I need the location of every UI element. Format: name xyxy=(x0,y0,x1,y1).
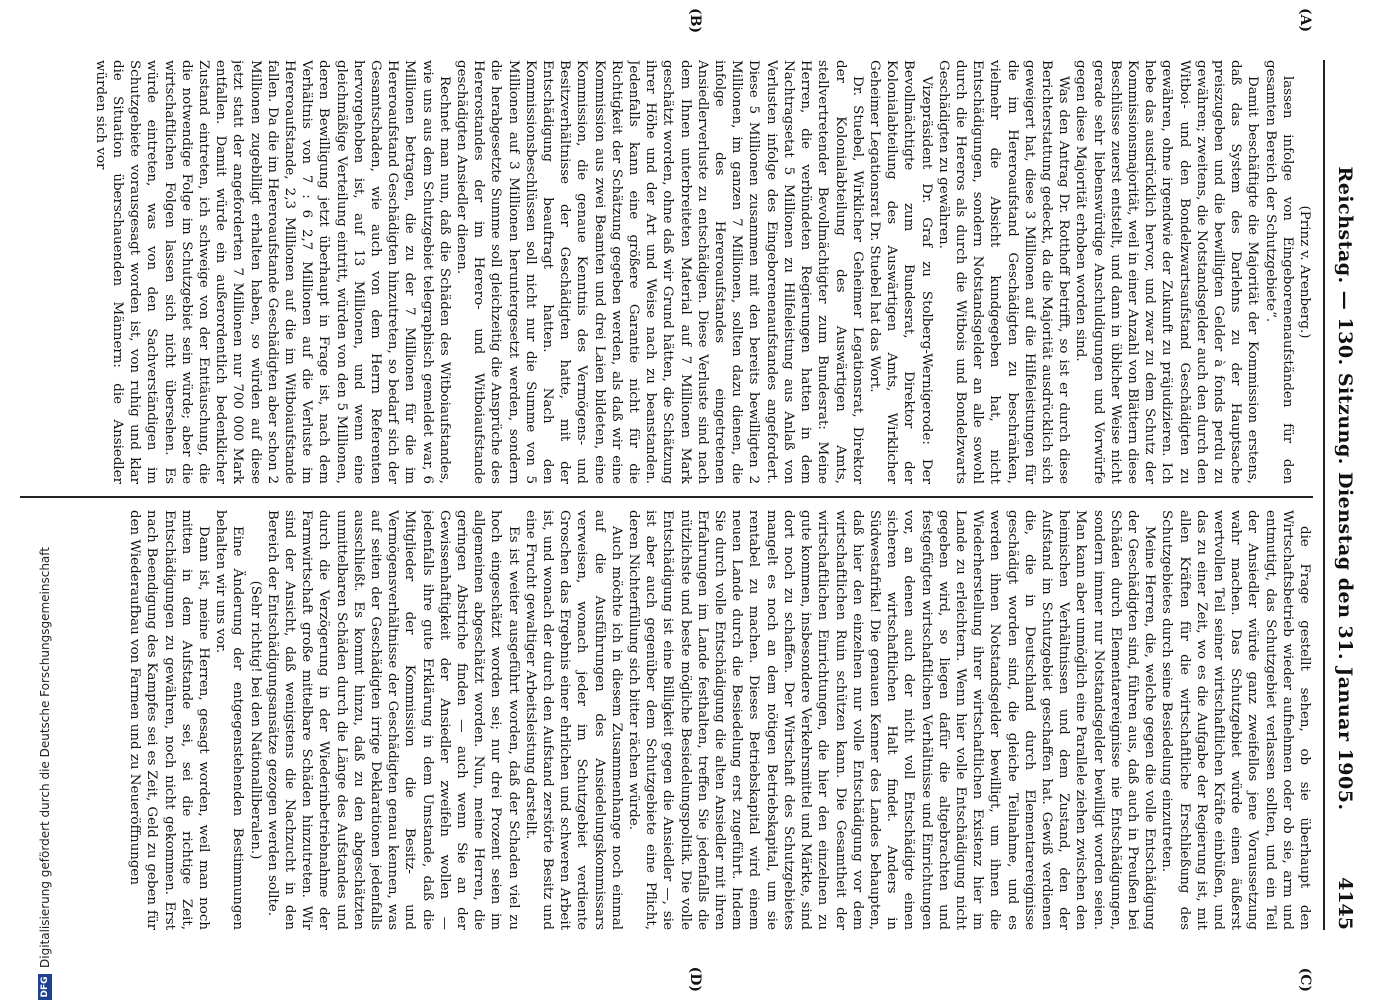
left-column-paragraph: Dr. Stuebel, Wirklicher Geheimer Legationsrat, Direktor der Kolonialabteilung des Auswärtigen Amts, stellvertretender Bevollmächtigter zum Bundesrat: Meine Herren, die verbündeten Regierungen hatten in dem Nachtragsetat 5 Millionen zu Hilfeleistung aus Anlaß von Verlusten infolge des Eingeborenenaufstandes angefordert. Diese 5 Millionen zusammen mit den bereits bewilligten 2 Millionen, im ganzen 7 Millionen, sollten dazu dienen, die infolge des Hereroaufstandes eingetretenen Ansiedlerverluste zu entschädigen. Diese Verluste sind nach dem Ihnen unterbreiteten Material auf 7 Millionen Mark geschätzt worden, ohne daß wir Grund hätten, die Schätzung ihrer Höhe und der Art und Weise nach zu beanstanden. Jedenfalls kann eine größere Garantie nicht für die Richtigkeit der Schätzung gegeben werden, als daß wir eine Kommission aus zwei Beamten und drei Laien bildeten, eine Kommission, die genaue Kenntnis des Vermögens- und Besitzverhältnisse der Geschädigten hatte, mit der Entschädigung beauftragt hatten. Nach den Kommissionsbeschlüssen soll nicht nur die Summe von 5 Millionen auf 3 Millionen heruntergesetzt werden, sondern die herabgesetzte Summe soll gleichzeitig die Ansprüche des Hererostandes der im Herero- und Witboiaufstande geschädigten Ansiedler dienen. xyxy=(454,60,865,484)
right-column-paragraph: Meine Herren, die, welche gegen die volle Entschädigung der Geschädigten sind, führen aus, daß auch in Preußen bei Schäden durch Elementarereignisse nie Entschädigungen, sondern immer nur Notstandsgelder bewilligt worden seien. Man kann aber unmöglich eine Parallele ziehen zwischen den heimischen Verhältnissen und dem Zustand, den der Aufstand im Schutzgebiet geschaffen hat. Gewiß verdienen die, die in Deutschland durch Elementarereignisse geschädigt worden sind, die gleiche Teilnahme, und es werden ihnen Notstandsgelder bewilligt, um ihnen die Wiederherstellung ihrer wirtschaftlichen Existenz hier im Lande zu erleichtern. Wenn hier volle Entschädigung nicht gegeben wird, so liegen dafür die altgebrachten und festgefügten wirtschaftlichen Verhältnisse und Einrichtungen vor, an denen auch der nicht voll Entschädigte einen sicheren wirtschaftlichen Halt findet. Anders in Südwestafrika! Die genauen Kenner des Landes behaupten, daß hier den einzelnen nur volle Entschädigung vor dem wirtschaftlichen Ruin schützen kann. Die Gesamtheit der wirtschaftlichen Einrichtungen, die hier den einzelnen zu gute kommen, insbesondere Verkehrsmittel und Märkte, sind dort noch zu schaffen. Der Wirtschaft des Schutzgebietes mangelt es noch an dem nötigen Betriebskapital, um sie rentabel zu machen. Dieses Betriebskapital wird einem neuen Lande durch die Besiedelung erst zugeführt. Indem Sie durch volle Entschädigung die alten Ansiedler mit ihren Erfahrungen im Lande festhalten, treffen Sie jedenfalls die nützlichste und beste mögliche Besiedelungspolitik. Die volle Entschädigung ist eine Billigkeit gegen die Ansiedler —, sie ist aber auch gegenüber dem Schutzgebiete eine Pflicht, deren Nichterfüllung sich bitter rächen würde. xyxy=(626,510,1158,930)
left-column-paragraph: Damit beschäftigte die Majorität der Kommission erstens, daß das System des Darlehns zu der Hauptsache preiszugeben und die bewilligten Gelder à fonds perdu zu gewähren; zweitens, die Notstandsgelder auch den durch den Witboi- und den Bondelzwartsaufstand Geschädigten zu gewähren, ohne irgendwie der Zukunft zu präjudizieren. Ich hebe das ausdrücklich hervor, und zwar zu dem Schutz der Kommissionsmajorität, weil in einer Anzahl von Blättern diese Beschlüsse zuerst entstellt, und dann in üblicher Weise nicht gerade sehr liebenswürdige Anschuldigungen und Vorwürfe gegen diese Majorität erhoben worden sind. xyxy=(1073,60,1261,484)
page-header xyxy=(1323,60,1365,930)
right-column-paragraph: Eine Änderung der entgegenstehenden Bestimmungen behalten wir uns vor. xyxy=(213,510,246,930)
left-column xyxy=(20,60,1313,484)
page-number: 4145 xyxy=(1334,877,1356,930)
left-column-paragraph: Vizepräsident Dr. Graf zu Stolberg-Wernigerode: Der Bevollmächtigte zum Bundesrat, Direktor der Kolonialabteilung des Auswärtigen Amts, Wirklicher Geheimer Legationsrat Dr. Stuebel hat das Wort. xyxy=(866,60,934,484)
margin-marker-c: (C) xyxy=(1297,967,1313,992)
right-column-paragraph: Dann ist, meine Herren, gesagt worden, weil man noch mitten in dem Aufstande sei, sei die richtige Zeit, Entschädigungen zu gewähren, noch nicht gekommen. Erst nach Beendigung des Kampfes sei es Zeit, Geld zu geben für den Wiederaufbau von Farmen und zu Neueröffnungen xyxy=(127,510,211,930)
dfg-logo-icon: DFG xyxy=(38,974,52,1000)
margin-marker-b: (B) xyxy=(687,8,703,34)
right-column-paragraph: (Sehr richtig! bei den Nationalliberalen.) xyxy=(247,580,263,860)
credit-text: Digitalisierung gefördert durch die Deutsche Forschungsgemeinschaft xyxy=(38,546,52,968)
right-column-paragraph: Es ist weiter ausgeführt worden, daß der Schaden viel zu hoch eingeschätzt worden sei; nur drei Prozent seien im allgemeinen abgeschätzt worden. Nun, meine Herren, die geringen Abstriche finden — auch wenn Sie an der Gewissenhaftigkeit der Ansiedler zweifeln wollen — jedenfalls ihre gute Erklärung in dem Umstande, daß die Mitglieder der Kommission die Besitz- und Vermögensverhältnisse der Geschädigten genau kennen, was auf seiten der Geschädigten irrige Deklarationen jedenfalls ausschließt. Es kommt hinzu, daß zu den abgeschätzten unmittelbaren Schäden durch die Länge des Aufstandes und durch die Verzögerung in der Wiederinbetriebnahme der Farmwirtschaft große mittelbare Schäden hinzutreten. Wir sind der Ansicht, daß wenigstens die Nachzucht in den Bereich der Entschädigungsansätze gezogen werden sollte. xyxy=(264,510,521,930)
header-title: Reichstag. — 130. Sitzung. Dienstag den 31. Januar 1905. xyxy=(1334,166,1356,811)
left-column-paragraph: (Prinz v. Arenberg.) xyxy=(1297,205,1312,339)
left-column-paragraph: lassen infolge von Eingeborenenaufständen für den gesamten Bereich der Schutzgebiete“. xyxy=(1262,60,1295,484)
right-column-paragraph: die Frage gestellt sehen, ob sie überhaupt den Wirtschaftsbetrieb wieder aufnehmen oder ob sie, arm und entmutigt, das Schutzgebiet verlassen sollten, und ein Teil der Ansiedler würde ganz zweifellos jene Voraussetzung wahr machen. Das Schutzgebiet würde einen äußerst wertvollen Teil seiner wirtschaftlichen Kräfte einbüßen, und das zu einer Zeit, wo es die Aufgabe der Regierung ist, mit allen Kräften für die wirtschaftliche Erschließung des Schutzgebietes durch seine Besiedelung einzutreten. xyxy=(1159,510,1312,930)
left-column-paragraph: Rechnet man nun, daß die Schäden des Witboiaufstandes, wie uns aus dem Schutzgebiet telegraphisch gemeldet war, 6 Millionen betragen, die zu der 7 Millionen für die im Hereroaufstand Geschädigten hinzutreten, so bedarf sich der Gesamtschaden, wie auch von dem Herrn Referenten hervorgehoben ist, auf 13 Millionen, und wenn eine gleichmäßige Verteilung eintritt, würden von den 5 Millionen, deren Bewilligung jetzt überhaupt in Frage ist, nach dem Verhältnis von 7 : 6 2,7 Millionen auf die Verluste im Hereroaufstande, 2,3 Millionen auf die im Witboiaufstande fallen. Da die im Hereroaufstande Geschädigten aber schon 2 Millionen zugebilligt erhalten haben, so würden auf diese jetzt statt der angeforderten 7 Millionen nur 700 000 Mark entfallen. Damit würde ein außerordentlich bedenklicher Zustand eintreten, ich schweige von der Enttäuschung, die die notwendige Folge im Schutzgebiet sein würde; aber die wirtschaftlichen Folgen lassen sich nicht übersehen. Es würde eintreten, was von den Sachverständigen im Schutzgebiete vorausgesagt worden ist, von ruhig und klar die Situation überschauenden Männern: die Ansiedler würden sich vor xyxy=(92,60,452,484)
margin-marker-a: (A) xyxy=(1297,8,1313,33)
column-divider xyxy=(20,496,1313,498)
right-column xyxy=(20,510,1313,930)
digitization-credit xyxy=(30,0,60,1000)
left-column-paragraph: Was den Antrag Dr. Rotthoff betrifft, so ist er durch diese Berichterstattung gedeckt, da die Majorität ausdrücklich sich geweigert hat, diese 3 Millionen auf die Hilfeleistungen für die im Hereroaufstand Geschädigten zu beschränken, vielmehr die Absicht kundgegeben hat, nicht Entschädigungen, sondern Notstandsgelder an alle sowohl durch die Hereros als durch die Witbois und Bondelzwarts Geschädigten zu gewähren. xyxy=(935,60,1072,484)
margin-marker-d: (D) xyxy=(687,966,703,992)
right-column-paragraph: Auch möchte ich in diesem Zusammenhange noch einmal auf die Ausführungen des Ansiedelungskommissars verweisen, wonach jeder im Schutzgebiet verdiente Groschen das Ergebnis einer ehrlichen und schweren Arbeit ist, und wonach der durch den Aufstand zerstörte Besitz und eine Frucht gewaltiger Arbeitsleistung darstellt. xyxy=(522,510,624,930)
